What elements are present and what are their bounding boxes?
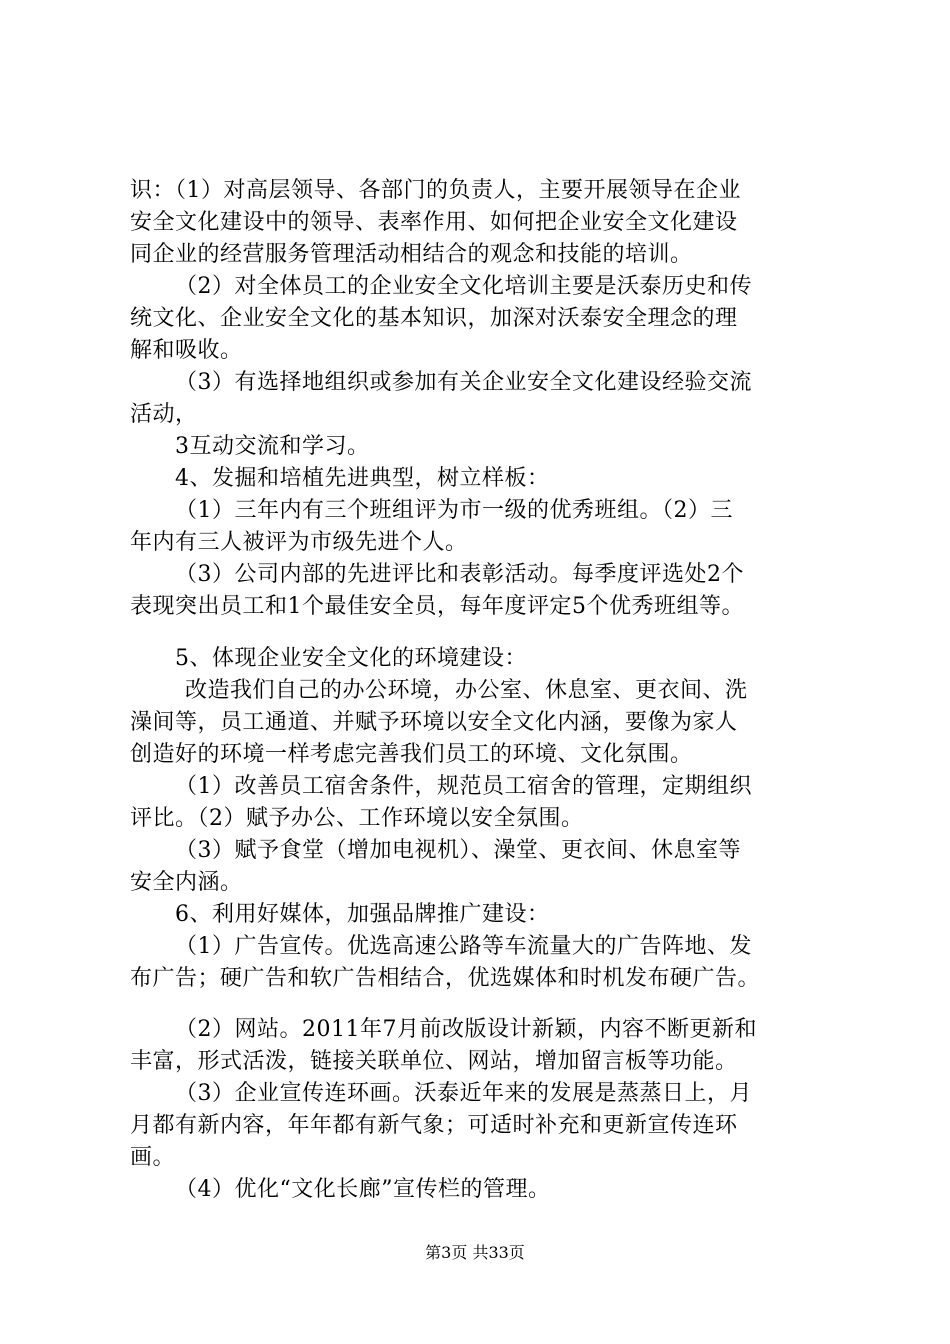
text-line: 5、体现企业安全文化的环境建设：	[175, 646, 527, 671]
text-line: 画。	[130, 1145, 176, 1170]
text-line: （3）有选择地组织或参加有关企业安全文化建设经验交流	[175, 370, 752, 395]
text-line: 改造我们自己的办公环境，办公室、休息室、更衣间、洗	[185, 678, 748, 703]
text-line: （3）企业宣传连环画。沃泰近年来的发展是蒸蒸日上，月	[175, 1081, 752, 1106]
text-line: 表现突出员工和1个最佳安全员，每年度评定5个优秀班组等。	[130, 594, 744, 619]
text-line: 3互动交流和学习。	[175, 434, 370, 459]
text-line: （3）赋予食堂（增加电视机）、澡堂、更衣间、休息室等	[175, 838, 741, 863]
text-line: 识：（1）对高层领导、各部门的负责人，主要开展领导在企业	[130, 178, 741, 203]
text-line: 年内有三人被评为市级先进个人。	[130, 530, 468, 555]
text-line: （1）改善员工宿舍条件，规范员工宿舍的管理，定期组织	[175, 774, 752, 799]
text-line: 解和吸收。	[130, 338, 243, 363]
text-line: 创造好的环境一样考虑完善我们员工的环境、文化氛围。	[130, 742, 693, 767]
text-line: 布广告；硬广告和软广告相结合，优选媒体和时机发布硬广告。	[130, 966, 761, 991]
text-line: 统文化、企业安全文化的基本知识，加深对沃泰安全理念的理	[130, 306, 738, 331]
text-line: 丰富，形式活泼，链接关联单位、网站，增加留言板等功能。	[130, 1049, 738, 1074]
page-number: 第3页 共33页	[425, 1243, 525, 1262]
text-line: （2）对全体员工的企业安全文化培训主要是沃泰历史和传	[175, 274, 752, 299]
text-line: （2）网站。2011年7月前改版设计新颖，内容不断更新和	[175, 1017, 757, 1042]
text-line: 6、利用好媒体，加强品牌推广建设：	[175, 902, 550, 927]
text-line: （1）三年内有三个班组评为市一级的优秀班组。（2）三	[175, 498, 733, 523]
text-line: 澡间等，员工通道、并赋予环境以安全文化内涵，要像为家人	[130, 710, 738, 735]
text-line: 活动，	[130, 402, 198, 427]
text-line: 同企业的经营服务管理活动相结合的观念和技能的培训。	[130, 242, 693, 267]
text-line: 评比。（2）赋予办公、工作环境以安全氛围。	[130, 806, 584, 831]
text-line: 4、发掘和培植先进典型，树立样板：	[175, 466, 550, 491]
text-line: （3）公司内部的先进评比和表彰活动。每季度评选处2个	[175, 562, 744, 587]
text-line: 安全文化建设中的领导、表率作用、如何把企业安全文化建设	[130, 210, 738, 235]
text-line: （4）优化“文化长廊”宣传栏的管理。	[175, 1177, 551, 1202]
text-line: 安全内涵。	[130, 870, 243, 895]
text-line: （1）广告宣传。优选高速公路等车流量大的广告阵地、发	[175, 934, 752, 959]
text-line: 月都有新内容，年年都有新气象；可适时补充和更新宣传连环	[130, 1113, 738, 1138]
